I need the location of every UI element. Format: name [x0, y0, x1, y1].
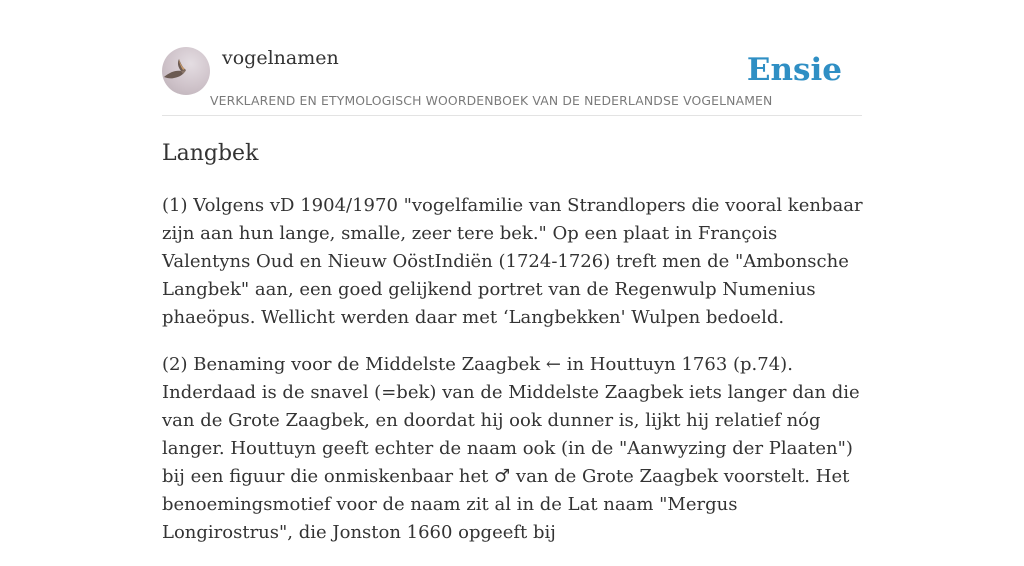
brand-logo[interactable]: Ensie — [746, 52, 842, 88]
entry-title: Langbek — [162, 141, 259, 166]
entry-paragraph-2: (2) Benaming voor de Middelste Zaagbek ← in Houttuyn 1763 (p.74). Inderdaad is de snavel (=bek) van de Middelste Zaagbek iets langer dan die van de Grote Zaagbek, en doordat hij ook dunner is, lijkt hij relatief nóg langer. Houttuyn geeft echter de naam ook (in de "Aanwyzing der Plaaten") bij een figuur die onmiskenbaar het ♂ van de Grote Zaagbek voorstelt. Het benoemingsmotief voor de naam zit al in de Lat naam "Mergus Longirostrus", die Jonston 1660 opgeeft bij — [162, 354, 860, 543]
entry-content — [162, 138, 868, 566]
site-name[interactable]: vogelnamen — [222, 47, 339, 69]
bird-icon — [162, 47, 210, 95]
avatar[interactable] — [162, 47, 210, 95]
site-header — [162, 46, 862, 116]
header-divider — [162, 115, 862, 116]
entry-paragraph-1: (1) Volgens vD 1904/1970 "vogelfamilie van Strandlopers die vooral kenbaar zijn aan hun lange, smalle, zeer tere bek." Op een plaat in François Valentyns Oud en Nieuw OöstIndiën (1724-1726) treft men de "Ambonsche Langbek" aan, een goed gelijkend portret van de Regenwulp Numenius phaeöpus. Wellicht werden daar met ‘Langbekken' Wulpen bedoeld. — [162, 195, 863, 328]
site-subtitle: VERKLAREND EN ETYMOLOGISCH WOORDENBOEK VAN DE NEDERLANDSE VOGELNAMEN — [210, 93, 773, 108]
